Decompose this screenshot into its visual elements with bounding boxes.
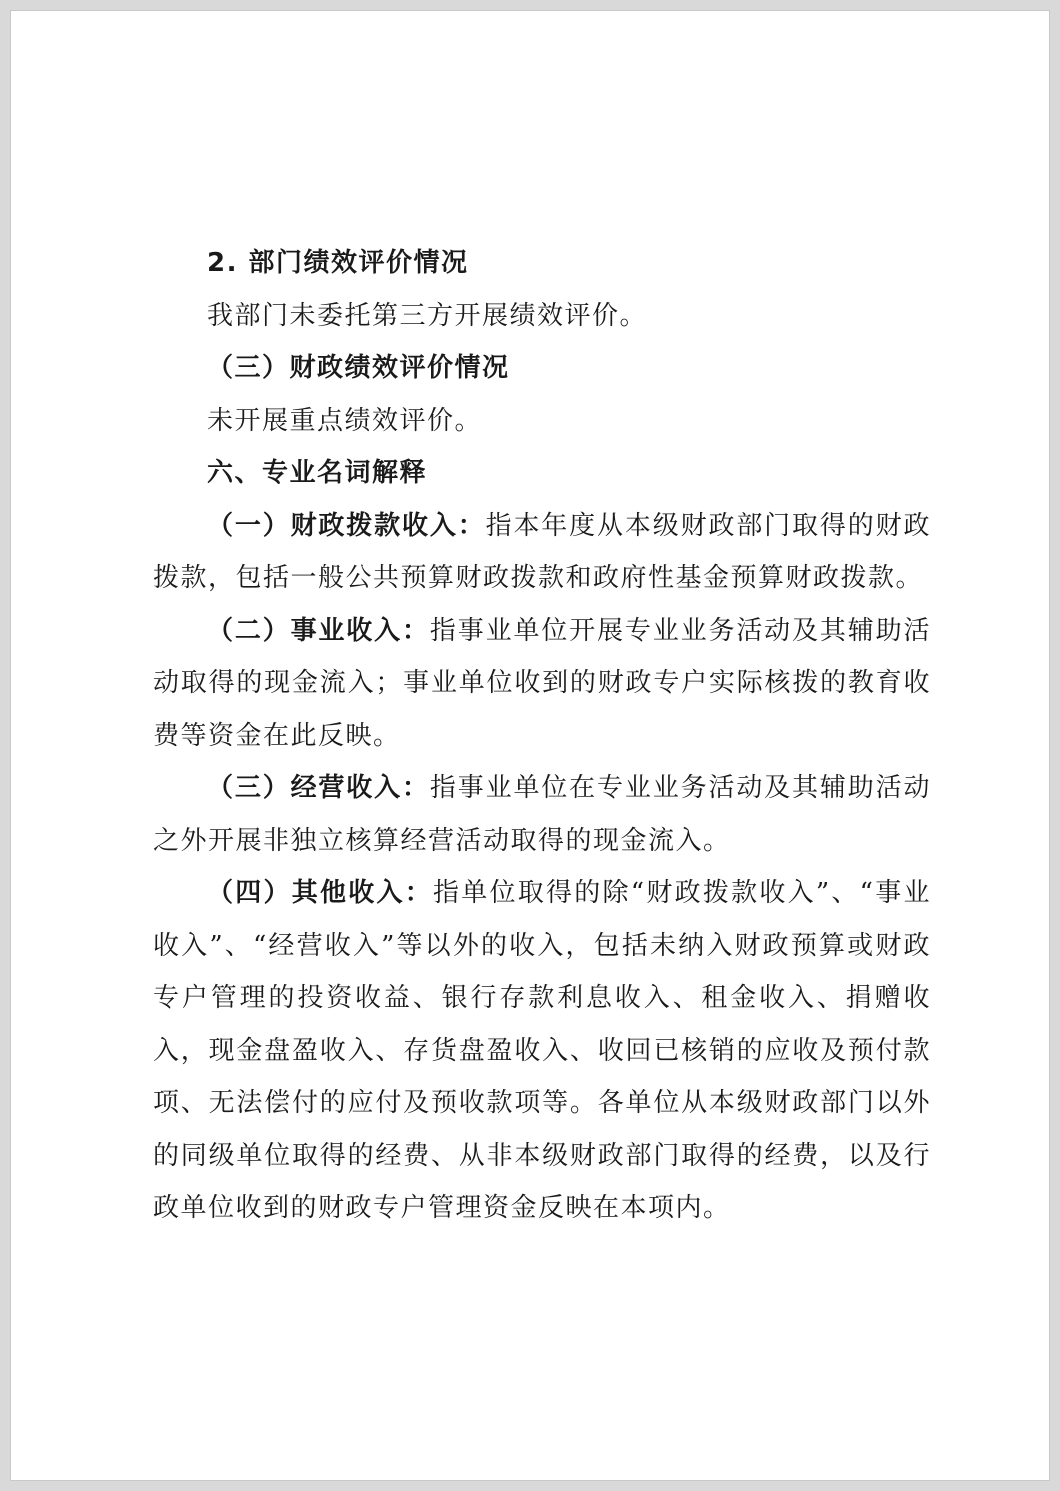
term-definition: 指单位取得的除“财政拨款收入”、“事业收入”、“经营收入”等以外的收入，包括未纳入财政预算或财政专户管理的投资收益、银行存款利息收入、租金收入、捐赠收入，现金盘盈收入、存货盘盈收入、收回已核销的应收及预付款项、无法偿付的应付及预收款项等。各单位从本级财政部门以外的同级单位取得的经费、从非本级财政部门取得的经费，以及行政单位收到的财政专户管理资金反映在本项内。 <box>153 878 931 1223</box>
document-page <box>10 10 1050 1481</box>
section-2-text: 我部门未委托第三方开展绩效评价。 <box>207 300 648 331</box>
term-label: （三）经营收入： <box>207 773 430 803</box>
term-label: （一）财政拨款收入： <box>207 510 486 541</box>
term-label: （二）事业收入： <box>207 615 430 646</box>
term-definition: 指本年度从本级财政部门取得的财政拨款，包括一般公共预算财政拨款和政府性基金预算财政拨款。 <box>153 510 931 593</box>
term-label: （四）其他收入： <box>207 878 434 908</box>
term-paragraph-1 <box>153 500 931 605</box>
section-3-heading: （三）财政绩效评价情况 <box>207 353 510 383</box>
term-definition: 指事业单位开展专业业务活动及其辅助活动取得的现金流入；事业单位收到的财政专户实际核拨的教育收费等资金在此反映。 <box>153 615 931 751</box>
term-definition: 指事业单位在专业业务活动及其辅助活动之外开展非独立核算经营活动取得的现金流入。 <box>153 773 931 856</box>
term-paragraph-3 <box>153 762 931 867</box>
section-2-heading: 2. 部门绩效评价情况 <box>207 248 469 278</box>
section-6-heading: 六、专业名词解释 <box>207 458 428 488</box>
document-body <box>153 237 931 1235</box>
term-paragraph-4 <box>153 867 931 1235</box>
section-3-text: 未开展重点绩效评价。 <box>207 405 483 436</box>
term-paragraph-2 <box>153 605 931 763</box>
